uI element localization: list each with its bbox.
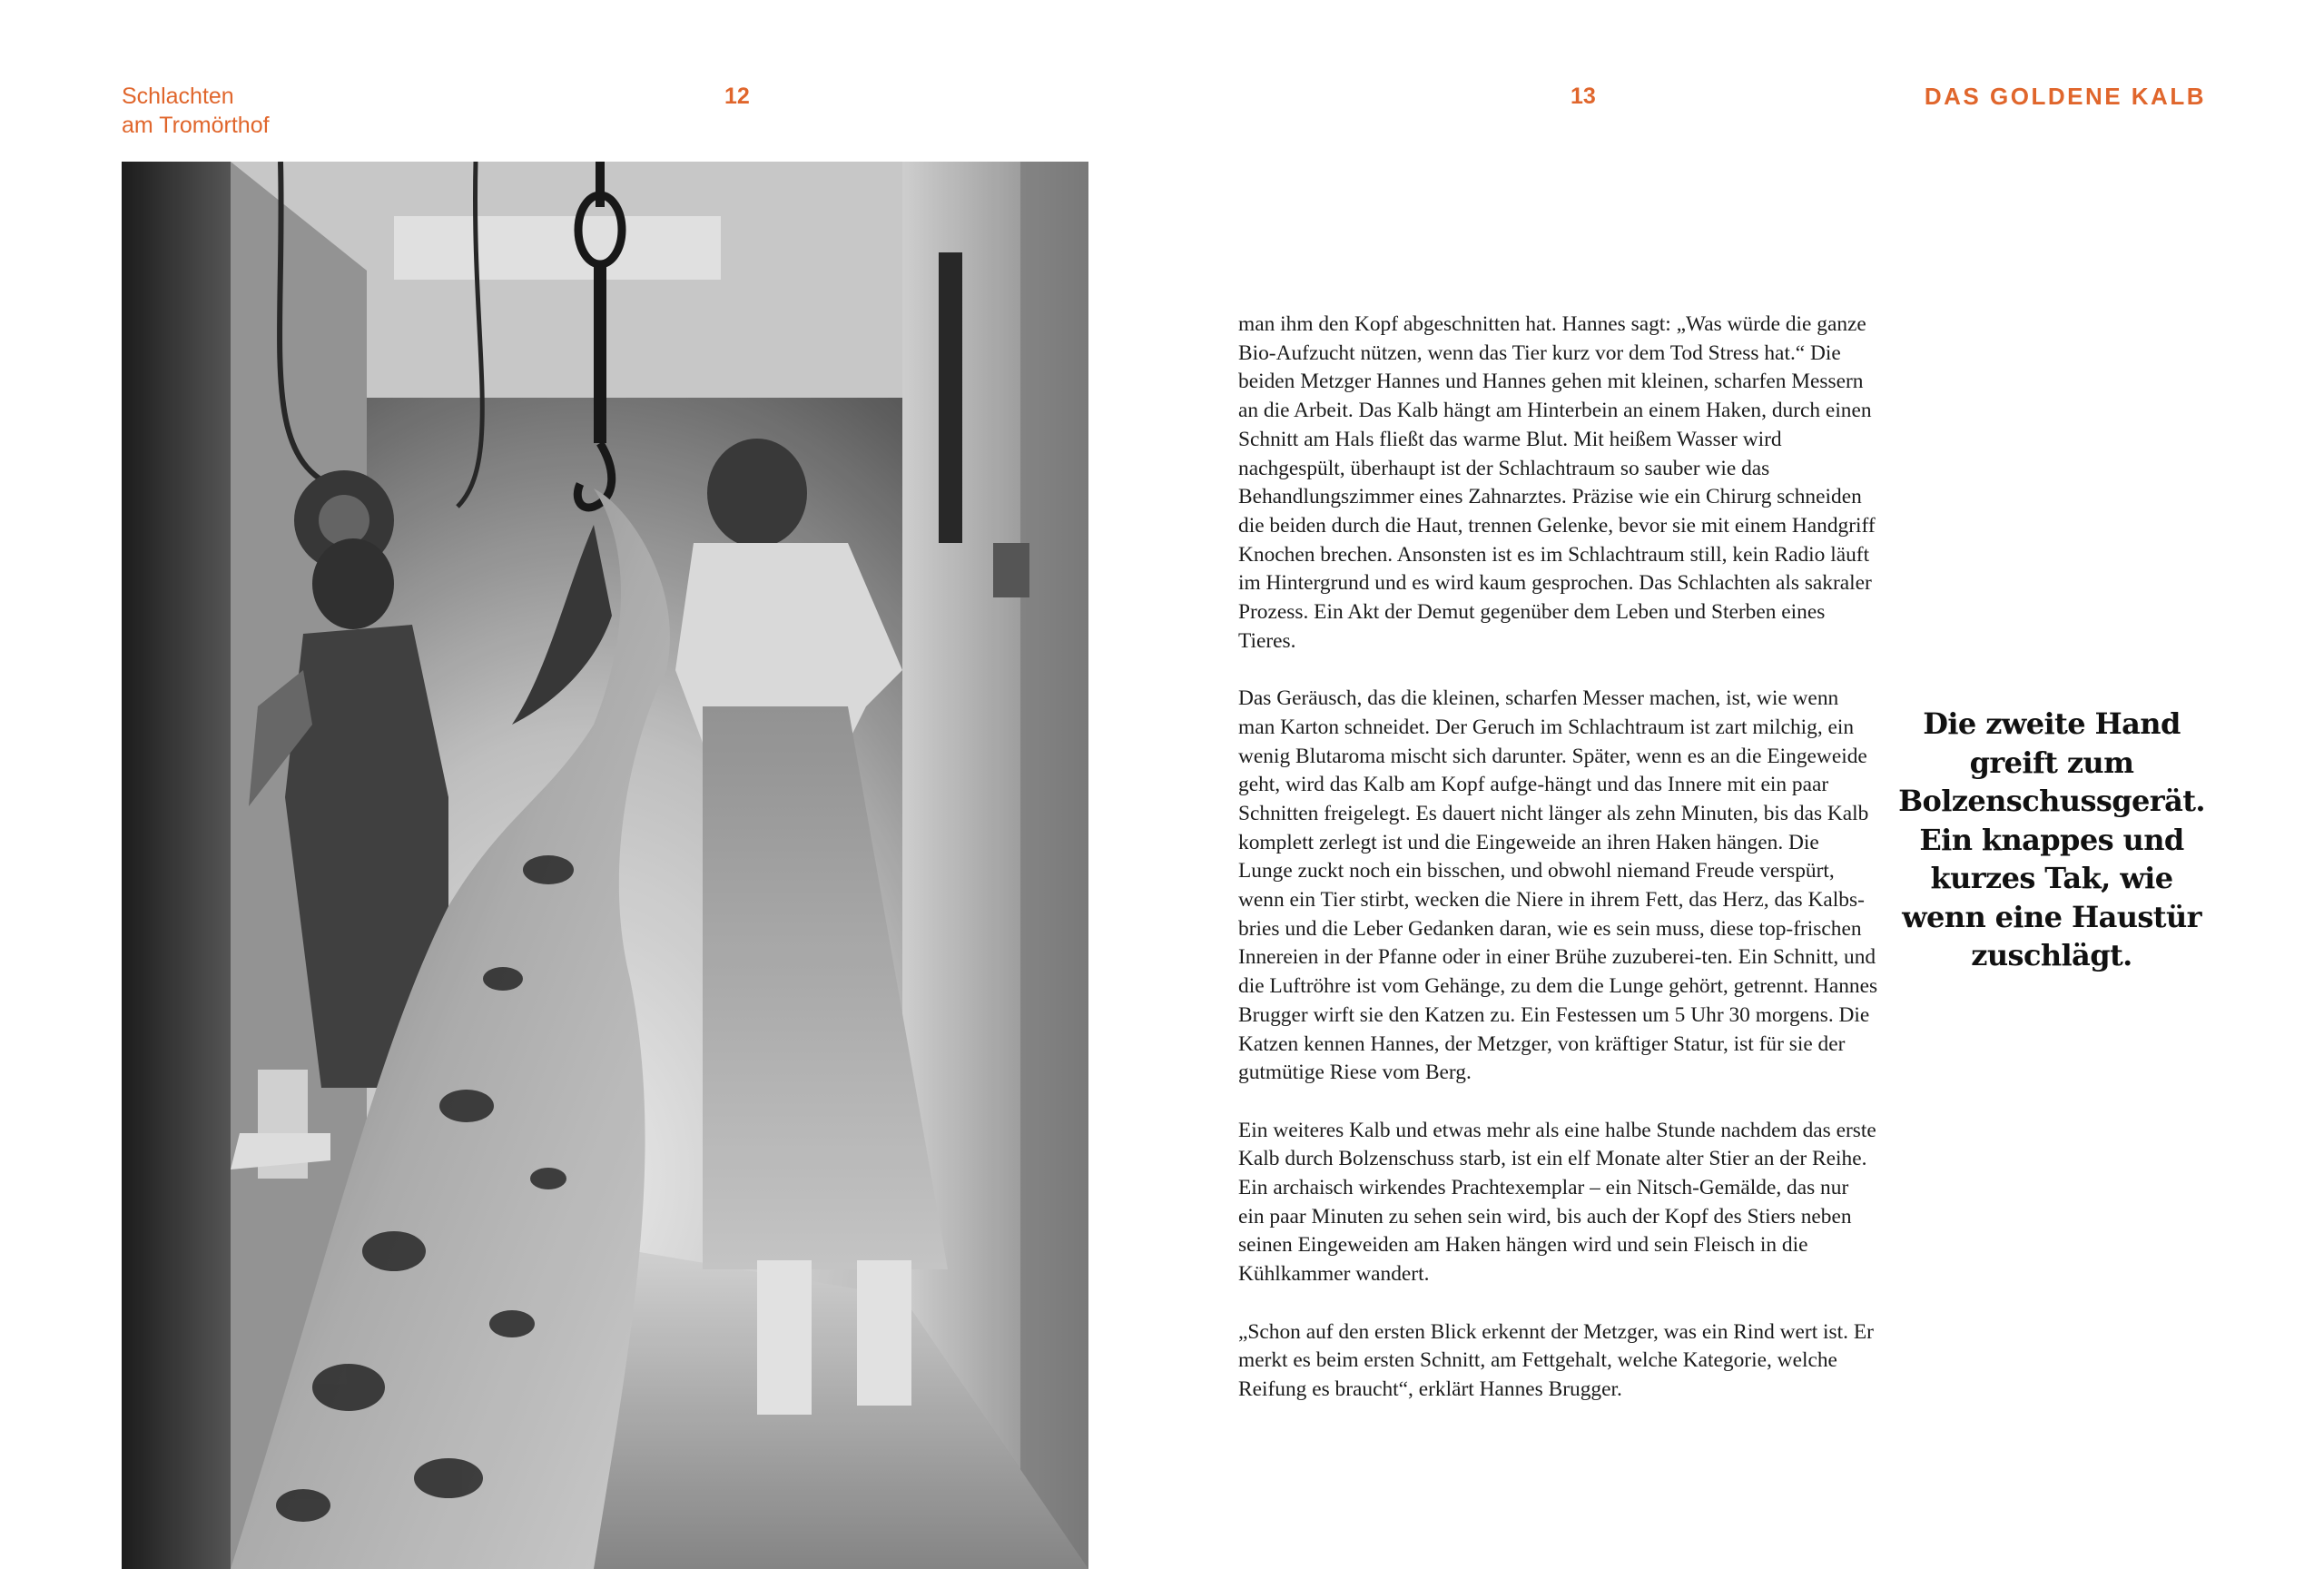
paragraph-3: Ein weiteres Kalb und etwas mehr als eine halbe Stunde nachdem das erste Kalb durch Bolzenschuss starb, ist ein elf Monate alter Stier an der Reihe. Ein archaisch wirkendes Prachtexemplar – ein Nitsch-Gemälde, das nur ein paar Minuten zu sehen sein wird, bis auch der Kopf des Stiers neben seinen Eingeweiden am Haken hängen wird und sein Fleisch in die Kühlkammer wandert.: [1238, 1118, 1876, 1287]
paragraph-4: „Schon auf den ersten Blick erkennt der Metzger, was ein Rind wert ist. Er merkt es beim ersten Schnitt, am Fettgehalt, welche Kategorie, welche Reifung es braucht“, erklärt Hannes Brugger.: [1238, 1319, 1874, 1401]
section-title: [122, 82, 394, 140]
pull-quote-line: Ein knappes und: [1919, 822, 2184, 857]
pull-quote-line: Bolzenschussgerät.: [1898, 784, 2205, 818]
section-title-line1: Schlachten: [122, 84, 234, 109]
book-title: DAS GOLDENE KALB: [1924, 83, 2206, 110]
pull-quote: [1888, 705, 2215, 975]
section-title-line2: am Tromörthof: [122, 113, 270, 138]
pull-quote-line: Die zweite Hand: [1923, 706, 2181, 741]
paragraph-2: Das Geräusch, das die kleinen, scharfen Messer machen, ist, wie wenn man Karton schneidet. Der Geruch im Schlachtraum ist zart milchig, ein wenig Blutaroma mischt sich darunter. Später, wenn es an die Eingeweide geht, wird das Kalb am Kopf aufge-hängt und das Innere mit ein paar Schnitten freigelegt. Es dauert nicht länger als zehn Minuten, bis das Kalb komplett zerlegt ist und die Eingeweide an ihren Haken hängen. Die Lunge zuckt noch ein bisschen, und obwohl niemand Freude verspürt, wenn ein Tier stirbt, wecken die Niere in ihrem Fett, das Herz, das Kalbs-bries und die Leber Gedanken daran, wie es sein muss, diese top-frischen Innereien in der Pfanne oder in einer Brühe zuzuberei-ten. Ein Schnitt, und die Luftröhre ist vom Gehänge, zu dem die Lunge gehört, getrennt. Hannes Brugger wirft sie den Katzen zu. Ein Festessen um 5 Uhr 30 morgens. Die Katzen kennen Hannes, der Metzger, von kräftiger Statur, ist für sie der gutmütige Riese vom Berg.: [1238, 686, 1878, 1085]
pull-quote-line: zuschlägt.: [1971, 938, 2132, 972]
butcher-photo: [122, 162, 1088, 1569]
paragraph-1: man ihm den Kopf abgeschnitten hat. Hannes sagt: „Was würde die ganze Bio-Aufzucht nützen, wenn das Tier kurz vor dem Tod Stress hat.“ Die beiden Metzger Hannes und Hannes gehen mit kleinen, scharfen Messern an die Arbeit. Das Kalb hängt am Hinterbein an einem Haken, durch einen Schnitt am Hals fließt das warme Blut. Mit heißem Wasser wird nachgespült, überhaupt ist der Schlachtraum so sauber wie das Behandlungszimmer eines Zahnarztes. Präzise wie ein Chirurg schneiden die beiden durch die Haut, trennen Gelenke, bevor sie mit einem Handgriff Knochen brechen. Ansonsten ist es im Schlachtraum still, kein Radio läuft im Hintergrund und es wird kaum gesprochen. Das Schlachten als sakraler Prozess. Ein Akt der Demut gegenüber dem Leben und Sterben eines Tieres.: [1238, 312, 1876, 653]
pull-quote-line: wenn eine Haustür: [1902, 899, 2201, 934]
article-body: [1238, 311, 1878, 1433]
page-number-right: 13: [1571, 84, 1596, 109]
pull-quote-line: greift zum: [1969, 745, 2134, 780]
pull-quote-line: kurzes Tak, wie: [1930, 861, 2173, 895]
photo-illustration: [122, 162, 1088, 1569]
page-number-left: 12: [724, 84, 750, 109]
